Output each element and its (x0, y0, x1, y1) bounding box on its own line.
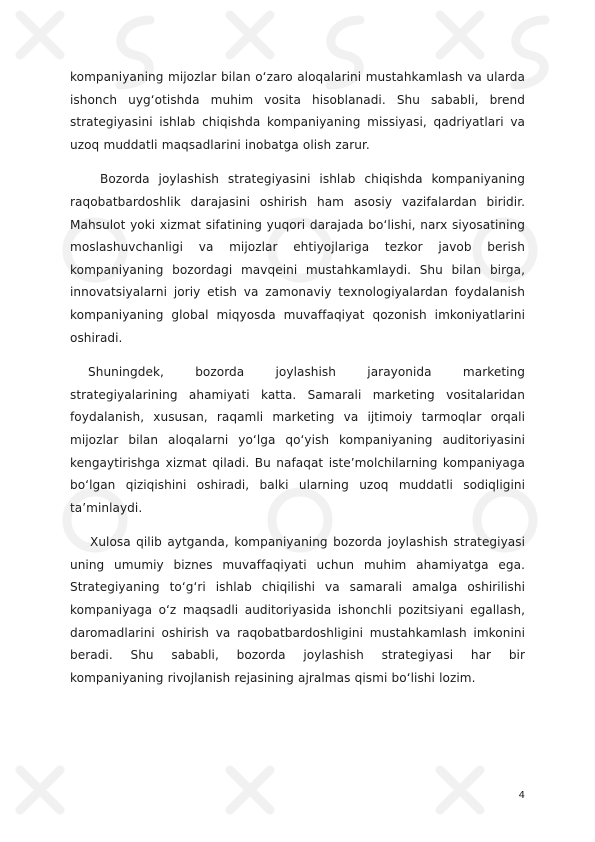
watermark-cross-5 (230, 770, 270, 810)
paragraph-4: Xulosa qilib aytganda, kompaniyaning bozorda joylashish strategiyasi uning umumiy biznes muvaffaqiyati uchun muhim ahamiyatga ega. Strategiyaning to‘g‘ri ishlab chiqilishi va samarali amalga oshirilishi kompaniyaga o‘z maqsadli auditoriyasida ishonchli pozitsiyani egallash, daromadlarini oshirish va raqobatbardoshligini mustahkamlash imkonini beradi. Shu sababli, bozorda joylashish strategiyasi har bir kompaniyaning rivojlanish rejasining ajralmas qismi bo‘lishi lozim. (70, 535, 525, 685)
watermark-cross-3 (440, 15, 480, 55)
watermark-cross-1 (20, 15, 60, 55)
paragraph-2: Bozorda joylashish strategiyasini ishlab chiqishda kompaniyaning raqobatbardoshlik darajasini oshirish ham asosiy vazifalardan biridir. Mahsulot yoki xizmat sifatining yuqori darajada bo‘lishi, narx siyosatining moslashuvchanligi va mijozlar ehtiyojlariga tezkor javob berish kompaniyaning bozordagi mavqeini mustahkamlaydi. Shu bilan birga, innovatsiyalarni joriy etish va zamonaviy texnologiyalardan foydalanish kompaniyaning global miqyosda muvaffaqiyat qozonish imkoniyatlarini oshiradi. (70, 172, 525, 345)
watermark-cross-6 (440, 770, 480, 810)
document-body (70, 66, 525, 689)
paragraph-3: Shuningdek, bozorda joylashish jarayonida marketing strategiyalarining ahamiyati katta. Samarali marketing vositalaridan foydalanish, xususan, raqamli marketing va ijtimoiy tarmoqlar orqali mijozlar bilan aloqalarni yo‘lga qo‘yish kompaniyaning auditoriyasini kengaytirishga xizmat qiladi. Bu nafaqat iste’molchilarning kompaniyaga bo‘lgan qiziqishini oshiradi, balki ularning uzoq muddatli sodiqligini ta’minlaydi. (70, 365, 525, 515)
page-number: 4 (518, 790, 525, 801)
paragraph-1: kompaniyaning mijozlar bilan o‘zaro aloqalarini mustahkamlash va ularda ishonch uyg‘otishda muhim vosita hisoblanadi. Shu sababli, brend strategiyasini ishlab chiqishda kompaniyaning missiyasi, qadriyatlari va uzoq muddatli maqsadlarini inobatga olish zarur. (70, 70, 525, 152)
watermark-cross-2 (230, 15, 270, 55)
watermark-cross-4 (20, 770, 60, 810)
